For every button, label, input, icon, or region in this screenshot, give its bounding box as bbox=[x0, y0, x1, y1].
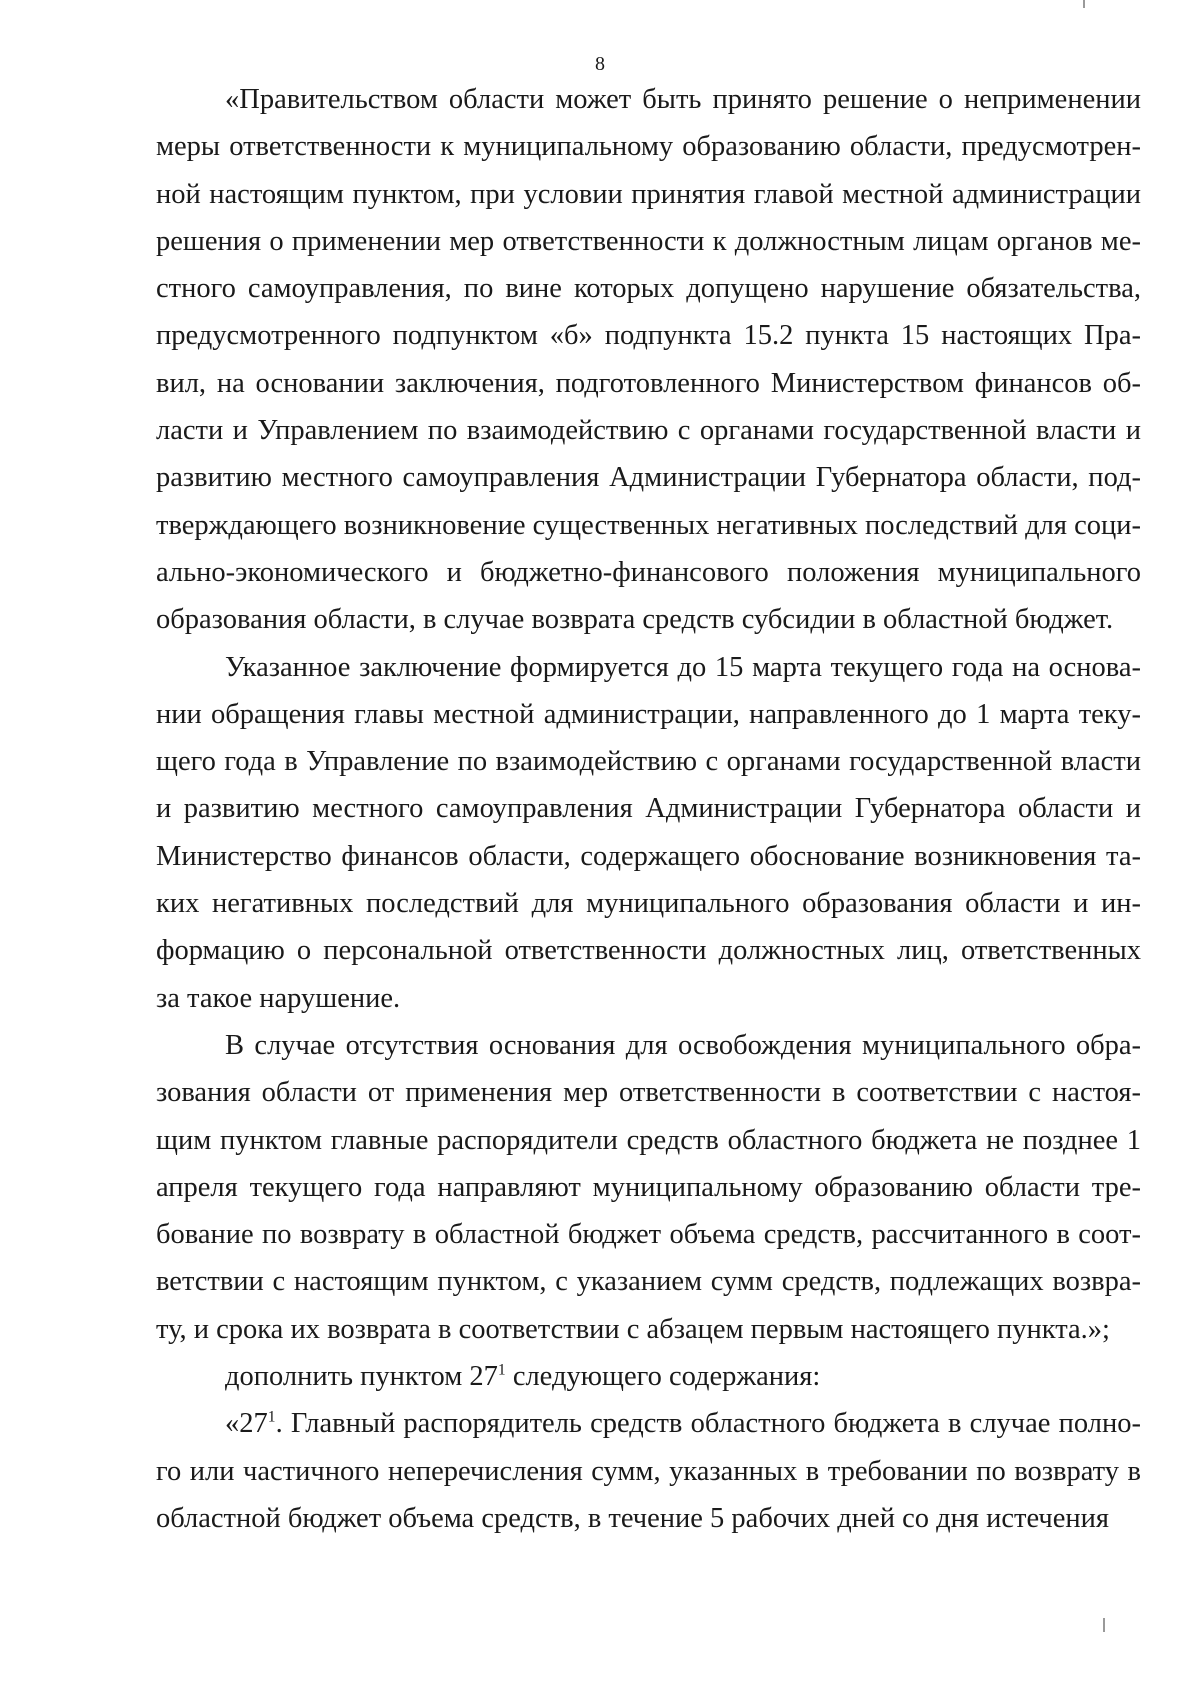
paragraph-new-item-27-1 bbox=[156, 1400, 1141, 1542]
superscript-marker: 1 bbox=[497, 1361, 506, 1379]
paragraph-refund-requirement: В случае отсутствия основания для освобождения муниципального образования области от применения мер ответственности в соответствии с настоящим пунктом главные распорядители средств областного бюджета не позднее 1 апреля текущего года направляют муниципальному образованию области требование по возврату в областной бюджет объема средств, рассчитанного в соответствии с настоящим пунктом, с указанием сумм средств, подлежащих возврату, и срока их возврата в соответствии с абзацем первым настоящего пункта.»; bbox=[156, 1029, 1141, 1345]
new-item-number: «27 bbox=[225, 1408, 268, 1440]
document-body bbox=[156, 76, 1141, 1542]
scan-edge-mark bbox=[1103, 1618, 1105, 1632]
amendment-intro-text: дополнить пунктом 27 bbox=[225, 1361, 498, 1393]
amendment-intro-tail: следующего содержания: bbox=[505, 1361, 821, 1393]
superscript-marker: 1 bbox=[267, 1408, 276, 1426]
paragraph-liability-waiver: «Правительством области может быть принято решение о неприменении меры ответственности к муниципальному образованию области, предусмотренной настоящим пунктом, при условии принятия главой местной администрации решения о применении мер ответственности к должностным лицам органов местного самоуправления, по вине которых допущено нарушение обязательства, предусмотренного подпунктом «б» подпункта 15.2 пункта 15 настоящих Правил, на основании заключения, подготовленного Министерством финансов области и Управлением по взаимодействию с органами государственной власти и развитию местного самоуправления Администрации Губернатора области, подтверждающего возникновение существенных негативных последствий для социально-экономического и бюджетно-финансового положения муниципального образования области, в случае возврата средств субсидии в областной бюджет. bbox=[156, 84, 1141, 636]
scan-edge-mark bbox=[1083, 0, 1085, 8]
new-item-text: . Главный распорядитель средств областного бюджета в случае полного или частичного неперечисления сумм, указанных в требовании по возврату в областной бюджет объема средств, в течение 5 рабочих дней со дня истечения bbox=[156, 1408, 1141, 1534]
paragraph-amendment-intro bbox=[156, 1353, 1141, 1400]
page-number: 8 bbox=[595, 53, 605, 75]
paragraph-conclusion-timing: Указанное заключение формируется до 15 марта текущего года на основании обращения главы местной администрации, направленного до 1 марта текущего года в Управление по взаимодействию с органами государственной власти и развитию местного самоуправления Администрации Губернатора области и Министерство финансов области, содержащего обоснование возникновения таких негативных последствий для муниципального образования области и информацию о персональной ответственности должностных лиц, ответственных за такое нарушение. bbox=[156, 651, 1141, 1014]
